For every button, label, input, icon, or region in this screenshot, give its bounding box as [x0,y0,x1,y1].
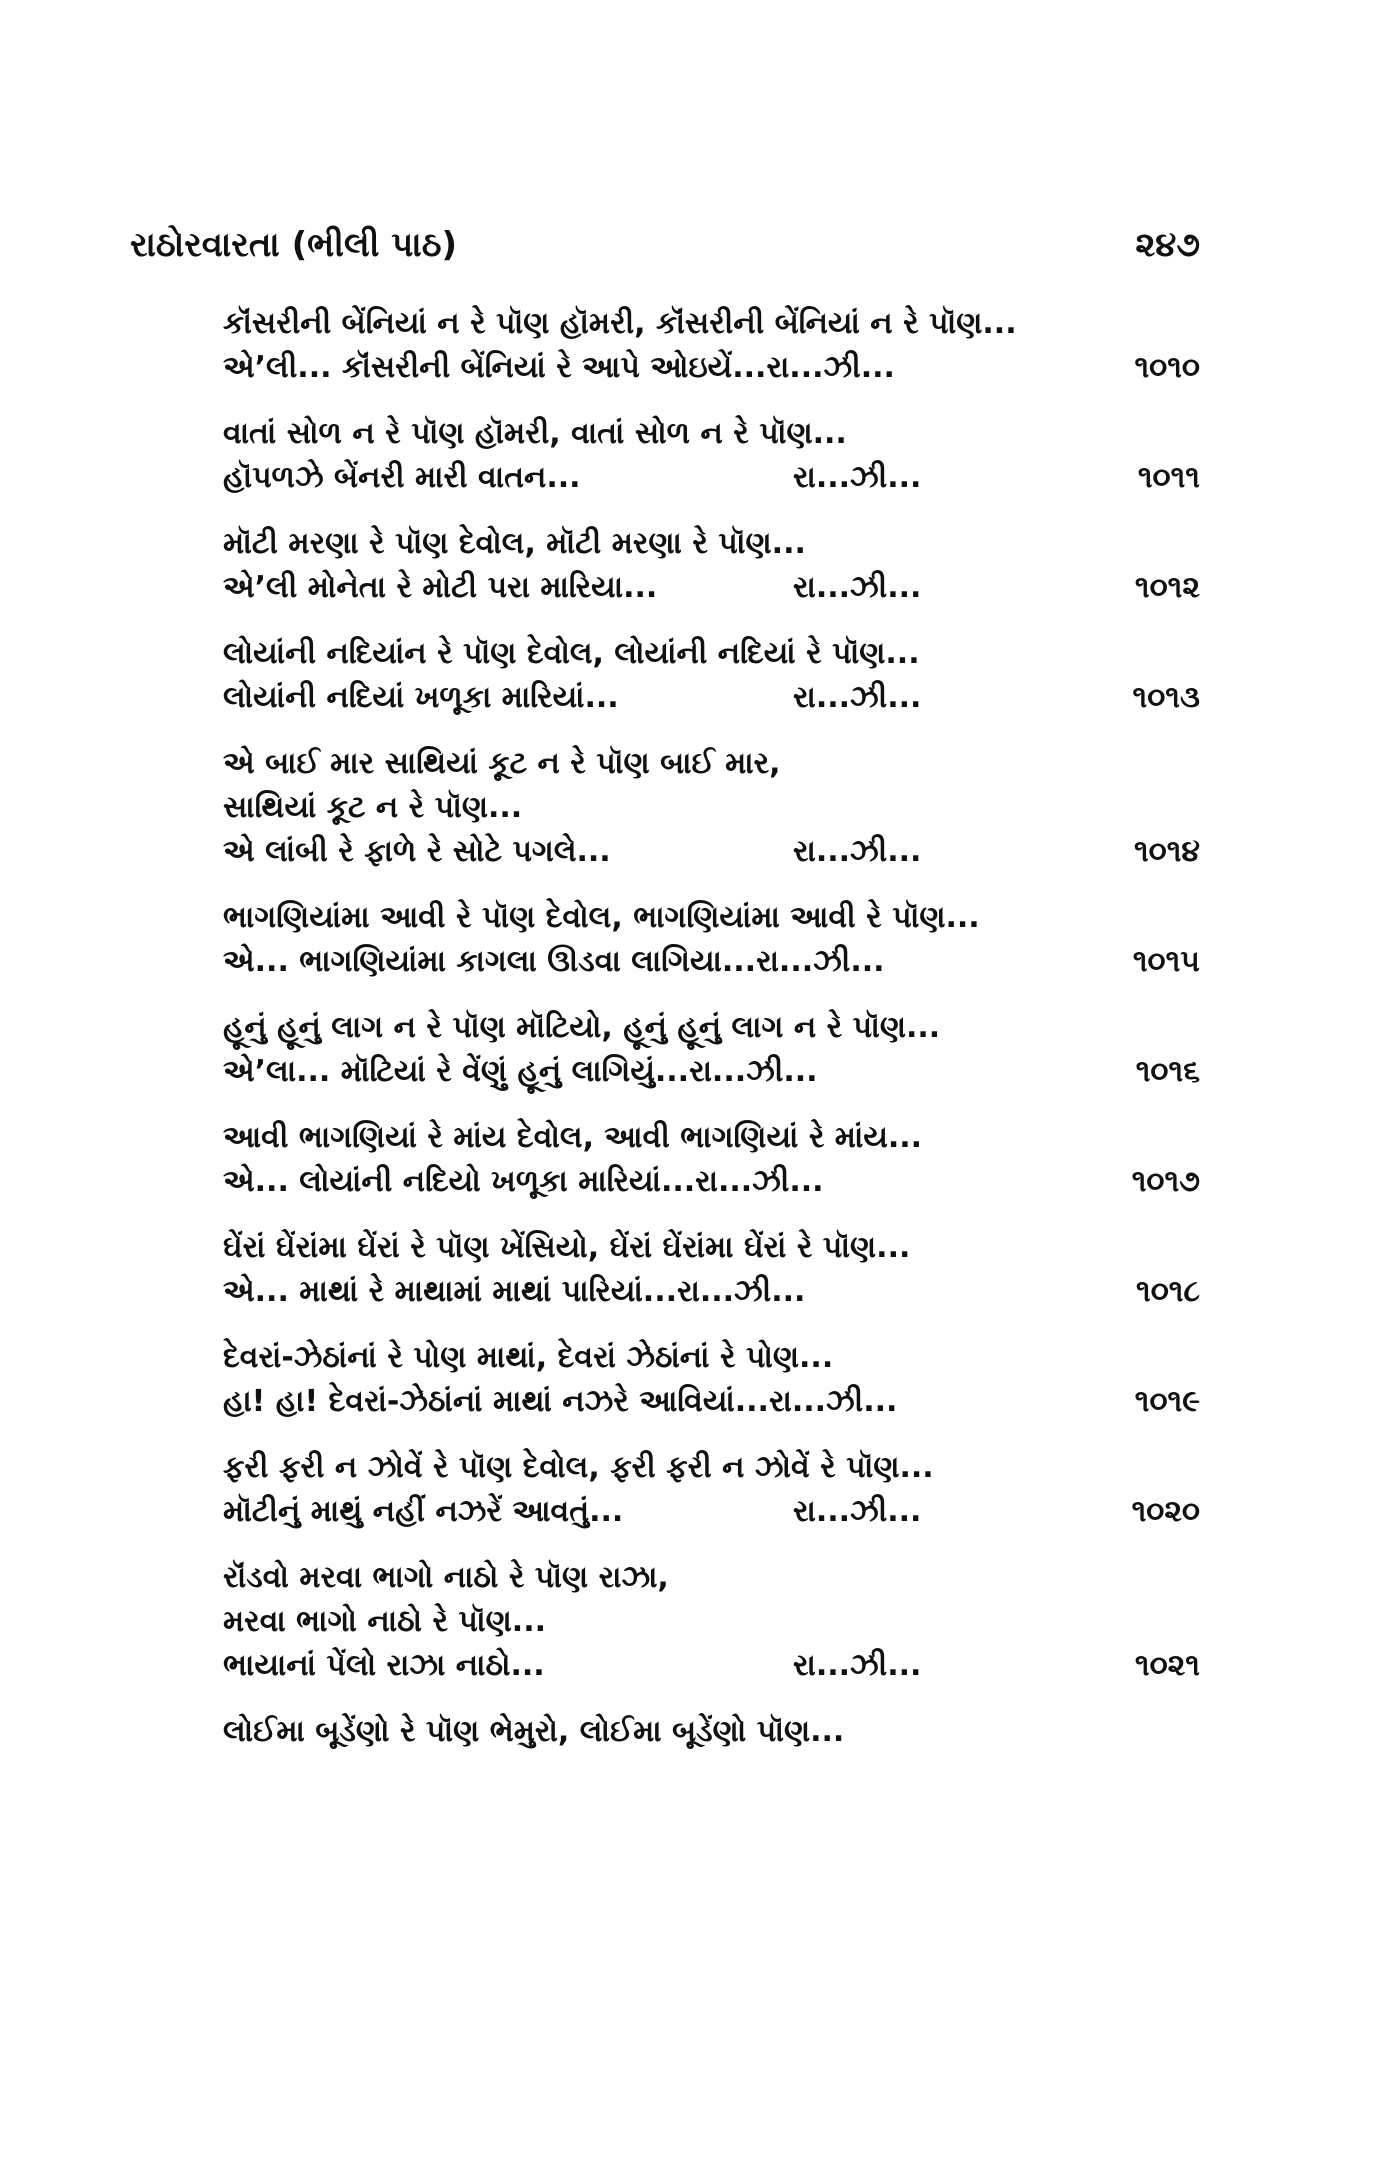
verse-line-text: ભાગણિયાંમા આવી રે પૉણ દેવોલ, ભાગણિયાંમા આવી રે પૉણ... [223,900,980,935]
verse-line-text: લોઈમા બૂડેંણો રે પૉણ ભેમુરો, લોઈમા બૂડેંણો પૉણ... [223,1714,845,1749]
verse-line [223,456,1200,500]
verse-line-text: વાતાં સોળ ન રે પૉણ હૉમરી, વાતાં સોળ ન રે પૉણ... [223,416,847,451]
verse-line-text: એ લાંબી રે ફાળે રે સોટે પગલે... [223,834,611,869]
verse-line [223,1160,1200,1204]
verse-number: ૧૦૧૫ [1132,944,1200,979]
verse-list [223,302,1200,1776]
verse-line [223,1600,1200,1644]
page-number: ૨૪૭ [1135,225,1200,265]
verse-line-text: ઘેંરાં ઘેંરાંમા ઘેંરાં રે પૉણ ખેંસિયો, ઘેંરાં ઘેંરાંમા ઘેંરાં રે પૉણ... [223,1230,911,1265]
stanza [223,412,1200,500]
verse-line-text: ફરી ફરી ન ઝોવેં રે પૉણ દેવોલ, ફરી ફરી ન ઝોવેં રે પૉણ... [223,1450,934,1485]
verse-line [223,1116,1200,1160]
stanza [223,1116,1200,1204]
verse-line-text: એ... લોયાંની નદિયો ખળૂકા મારિયાં...રા...ઝી... [223,1164,824,1199]
verse-line-text: એ... ભાગણિયાંમા કાગલા ઊડવા લાગિયા...રા...ઝી... [223,944,885,979]
verse-line-text: ભાયાનાં પેંલો રાઝા નાઠો... [223,1648,545,1683]
refrain-text: રા...ઝી... [793,680,922,715]
verse-line-text: હૉપળઝે બેંનરી મારી વાતન... [223,460,581,495]
stanza [223,1226,1200,1314]
verse-number: ૧૦૧૪ [1133,834,1200,869]
verse-line [223,742,1200,786]
verse-line-text: એ’લા... મૉટિયાં રે વેંણું હૂનું લાગિયું...રા...ઝી... [223,1054,818,1089]
verse-number: ૧૦૧૦ [1134,350,1200,385]
verse-line [223,1226,1200,1270]
verse-line [223,346,1200,390]
stanza [223,742,1200,874]
verse-line [223,830,1200,874]
verse-line-text: એ’લી... કૉંસરીની બેંનિયાં રે આપે ઓઇયેં...રા...ઝી... [223,350,895,385]
verse-line-text: આવી ભાગણિયાં રે માંય દેવોલ, આવી ભાગણિયાં રે માંય... [223,1120,923,1155]
verse-line-text: દેવરાં-ઝેઠાંનાં રે પોણ માથાં, દેવરાં ઝેઠાંનાં રે પોણ... [223,1340,834,1375]
refrain-text: રા...ઝી... [793,460,922,495]
verse-line [223,1446,1200,1490]
verse-line-text: હૂનું હૂનું લાગ ન રે પૉણ મૉટિયો, હૂનું હૂનું લાગ ન રે પૉણ... [223,1010,941,1045]
verse-number: ૧૦૧૬ [1135,1054,1200,1089]
refrain-text: રા...ઝી... [793,570,922,605]
verse-line-text: સાથિયાં કૂટ ન રે પૉણ... [223,790,523,825]
verse-number: ૧૦૧૮ [1136,1274,1200,1309]
verse-line [223,1050,1200,1094]
refrain-text: રા...ઝી... [793,834,922,869]
stanza [223,1006,1200,1094]
verse-number: ૧૦૨૦ [1131,1494,1200,1529]
stanza [223,1710,1200,1754]
verse-line-text: એ’લી મોનેતા રે મોટી પરા મારિયા... [223,570,658,605]
verse-line-text: રૉંડવો મરવા ભાગો નાઠો રે પૉણ રાઝા, [223,1560,669,1595]
verse-line [223,302,1200,346]
verse-line [223,1336,1200,1380]
running-title: રાઠોરવારતા (ભીલી પાઠ) [130,225,458,265]
verse-line-text: મૉટી મરણા રે પૉણ દેવોલ, મૉટી મરણા રે પૉણ... [223,526,806,561]
verse-line [223,1380,1200,1424]
verse-line-text: એ... માથાં રે માથામાં માથાં પારિયાં...રા...ઝી... [223,1274,806,1309]
verse-line-text: લોયાંની નદિયાંન રે પૉણ દેવોલ, લોયાંની નદિયાં રે પૉણ... [223,636,920,671]
verse-number: ૧૦૧૨ [1134,570,1200,605]
refrain-text: રા...ઝી... [793,1494,922,1529]
verse-line [223,522,1200,566]
verse-line-text: કૉંસરીની બેંનિયાં ન રે પૉણ હૉમરી, કૉંસરીની બેંનિયાં ન રે પૉણ... [223,306,1017,341]
stanza [223,302,1200,390]
verse-number: ૧૦૧૧ [1137,460,1200,495]
verse-line [223,632,1200,676]
verse-number: ૧૦૧૭ [1131,1164,1200,1199]
verse-line [223,1644,1200,1688]
verse-line-text: એ બાઈ માર સાથિયાં કૂટ ન રે પૉણ બાઈ માર, [223,746,781,781]
stanza [223,896,1200,984]
stanza [223,522,1200,610]
verse-number: ૧૦૨૧ [1134,1648,1200,1683]
verse-line [223,412,1200,456]
stanza [223,1446,1200,1534]
verse-line-text: હા! હા! દેવરાં-ઝેઠાંનાં માથાં નઝરે આવિયાં...રા...ઝી... [223,1384,898,1419]
verse-line [223,676,1200,720]
stanza [223,632,1200,720]
verse-line [223,1710,1200,1754]
verse-line [223,1490,1200,1534]
verse-number: ૧૦૧૯ [1134,1384,1200,1419]
stanza [223,1336,1200,1424]
verse-line [223,1270,1200,1314]
verse-line-text: લોયાંની નદિયાં ખળૂકા મારિયાં... [223,680,619,715]
verse-line-text: મરવા ભાગો નાઠો રે પૉણ... [223,1604,546,1639]
refrain-text: રા...ઝી... [793,1648,922,1683]
page-header [130,225,1200,275]
stanza [223,1556,1200,1688]
verse-line [223,1006,1200,1050]
verse-line [223,1556,1200,1600]
verse-line [223,566,1200,610]
verse-line-text: મૉટીનું માથું નહીં નઝરેં આવતું... [223,1494,624,1529]
verse-number: ૧૦૧૩ [1132,680,1200,715]
verse-line [223,940,1200,984]
verse-line [223,896,1200,940]
verse-line [223,786,1200,830]
